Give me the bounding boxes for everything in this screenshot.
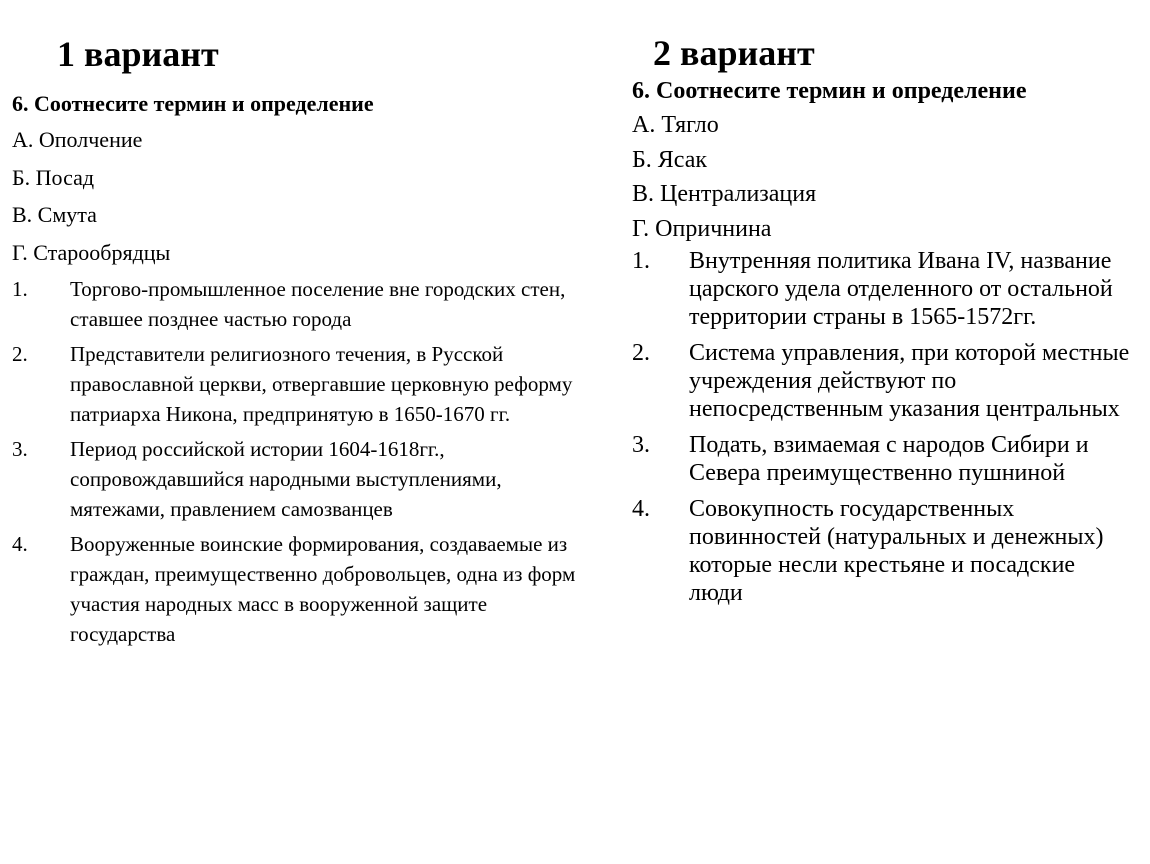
variant-2-definitions-list bbox=[632, 247, 1132, 615]
definition-number: 2. bbox=[632, 340, 650, 366]
variant-1-definitions-list bbox=[12, 274, 590, 654]
definition-item bbox=[12, 274, 590, 334]
definition-item bbox=[12, 339, 590, 429]
definition-item bbox=[632, 247, 1132, 331]
definition-text: Система управления, при которой местные учреждения действуют по непосредственным указания центральных bbox=[689, 340, 1130, 422]
definition-item bbox=[632, 495, 1132, 607]
definition-text: Представители религиозного течения, в Русской православной церкви, отвергавшие церковную реформу патриарха Никона, предпринятую в 1650-1670 гг. bbox=[70, 342, 573, 426]
term-item: В. Централизация bbox=[632, 181, 817, 207]
definition-number: 3. bbox=[12, 437, 28, 461]
definition-text: Совокупность государственных повинностей (натуральных и денежных) которые несли крестьяне и посадские люди bbox=[689, 496, 1104, 606]
definition-number: 4. bbox=[12, 532, 28, 556]
definition-number: 4. bbox=[632, 496, 650, 522]
definition-text: Подать, взимаемая с народов Сибири и Севера преимущественно пушниной bbox=[689, 432, 1089, 486]
term-item: В. Смута bbox=[12, 202, 97, 227]
term-item: Г. Опричнина bbox=[632, 215, 772, 242]
definition-number: 1. bbox=[632, 248, 650, 274]
variant-2-task-heading: 6. Соотнесите термин и определение bbox=[632, 78, 1027, 104]
definition-item bbox=[12, 529, 590, 649]
definition-item bbox=[632, 431, 1132, 487]
definition-text: Вооруженные воинские формирования, создаваемые из граждан, преимущественно добровольцев, одна из форм участия народных масс в вооруженной защите государства bbox=[70, 532, 576, 646]
definition-item bbox=[632, 339, 1132, 423]
term-item: Б. Ясак bbox=[632, 146, 708, 173]
variant-1-task-heading: 6. Соотнесите термин и определение bbox=[12, 91, 374, 116]
variant-2-terms-list bbox=[632, 108, 816, 246]
definition-number: 3. bbox=[632, 432, 650, 458]
variant-1-terms-list bbox=[12, 123, 170, 273]
term-item: А. Тягло bbox=[632, 112, 719, 138]
definition-text: Период российской истории 1604-1618гг., сопровождавшийся народными выступлениями, мятежами, правлением самозванцев bbox=[70, 437, 502, 521]
definition-item bbox=[12, 434, 590, 524]
term-item: А. Ополчение bbox=[12, 127, 143, 152]
definition-text: Внутренняя политика Ивана IV, название царского удела отделенного от остальной территории страны в 1565-1572гг. bbox=[689, 248, 1113, 330]
definition-number: 1. bbox=[12, 277, 28, 301]
term-item: Г. Старообрядцы bbox=[12, 239, 171, 265]
variant-2-title: 2 вариант bbox=[653, 33, 815, 73]
definition-number: 2. bbox=[12, 342, 28, 366]
term-item: Б. Посад bbox=[12, 164, 95, 190]
variant-1-title: 1 вариант bbox=[57, 34, 219, 74]
definition-text: Торгово-промышленное поселение вне городских стен, ставшее позднее частью города bbox=[70, 277, 566, 331]
